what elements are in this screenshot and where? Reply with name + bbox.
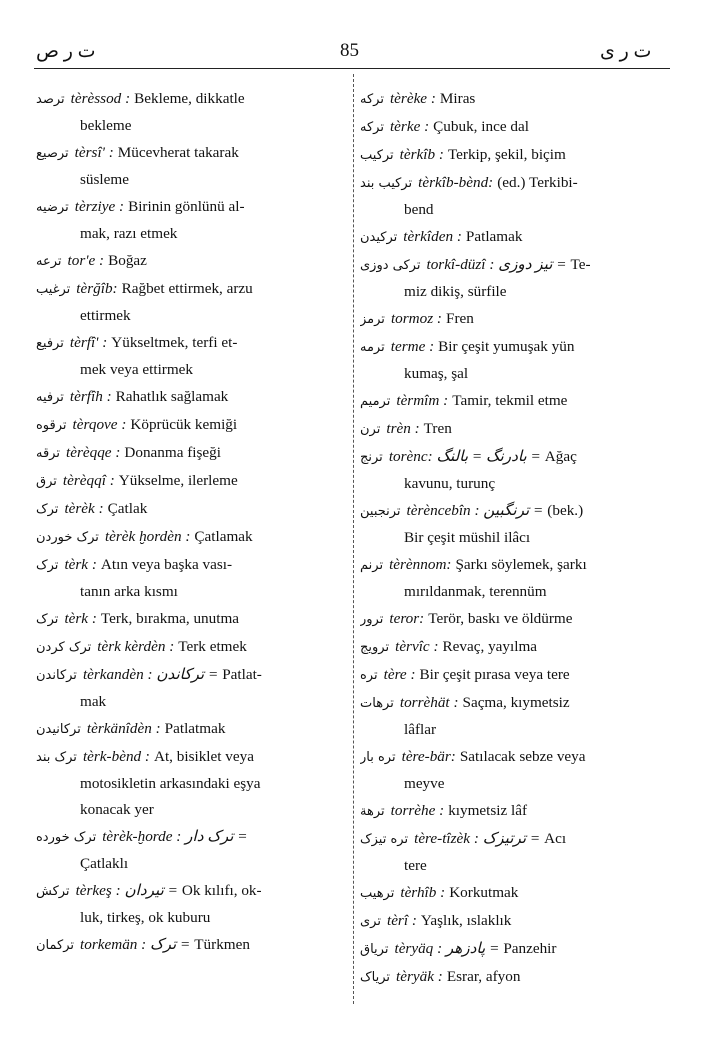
entry-first-line	[360, 880, 672, 907]
transliteration: tèrk :	[64, 556, 97, 573]
dictionary-entry	[360, 634, 672, 661]
transliteration: tèrèqqe :	[65, 444, 121, 461]
dictionary-entry	[36, 634, 344, 661]
arabic-headword: تره بار	[360, 750, 396, 765]
definition-text: Panzehir	[503, 940, 557, 957]
definition-text: Birinin gönlünü al-	[128, 198, 245, 215]
definition-continuation: bend	[404, 201, 434, 218]
arabic-headword: ترنج	[360, 450, 383, 465]
transliteration: tère-tîzèk : ترتیزک =	[414, 830, 541, 847]
arabic-headword: ترنجبین	[360, 504, 401, 519]
entry-first-line	[36, 140, 344, 167]
definition-text: Revaç, yayılma	[442, 638, 537, 655]
entry-first-line	[360, 964, 672, 991]
transliteration: tèrèk-ḫorde : ترک دار =	[102, 828, 248, 845]
definition-text: Terör, baskı ve öldürme	[428, 610, 573, 627]
definition-continuation: meyve	[404, 775, 445, 792]
dictionary-entry	[360, 114, 672, 141]
dictionary-entry	[360, 690, 672, 743]
transliteration: tormoz :	[390, 310, 442, 327]
definition-text: kıymetsiz lâf	[448, 802, 528, 819]
page-header	[0, 38, 708, 68]
dictionary-entry	[360, 252, 672, 305]
transliteration: tèrèke :	[389, 90, 436, 107]
arabic-headword: ترعه	[36, 254, 62, 269]
dictionary-entry	[36, 606, 344, 633]
entry-first-line	[360, 252, 672, 279]
header-rule	[34, 68, 670, 69]
dictionary-entry	[360, 444, 672, 497]
dictionary-entry	[360, 306, 672, 333]
definition-text: Ok kılıfı, ok-	[181, 882, 262, 899]
arabic-headword: ترهیب	[360, 886, 395, 901]
transliteration: terme :	[390, 338, 435, 355]
transliteration: tèrkîb :	[399, 146, 444, 163]
transliteration: tèrkîden :	[403, 228, 462, 245]
entry-first-line	[36, 524, 344, 551]
dictionary-entry	[360, 798, 672, 825]
arabic-headword: ترکیب	[360, 148, 394, 163]
entry-first-line	[360, 444, 672, 471]
arabic-headword: ترک	[36, 612, 59, 627]
entry-first-line	[360, 690, 672, 717]
transliteration: torkemän : ترک =	[80, 936, 191, 953]
dictionary-entry	[36, 440, 344, 467]
entry-first-line	[360, 552, 672, 579]
transliteration: tère-bär:	[401, 748, 456, 765]
definition-continuation: kavunu, turunç	[404, 475, 496, 492]
entry-first-line	[360, 224, 672, 251]
dictionary-entry	[36, 468, 344, 495]
transliteration: tèrhîb :	[400, 884, 446, 901]
transliteration: tèrsî' :	[74, 144, 114, 161]
arabic-headword: ترکیب بند	[360, 176, 413, 191]
definition-text: Patlatmak	[164, 720, 226, 737]
dictionary-entry	[36, 194, 344, 247]
transliteration: tèrkandèn : ترکاندن =	[82, 666, 219, 683]
entry-first-line	[36, 662, 344, 689]
entry-first-line	[36, 440, 344, 467]
entry-first-line	[36, 194, 344, 221]
transliteration: tèrèncebîn : ترنگبین =	[406, 502, 544, 519]
transliteration: tèryäk :	[396, 968, 443, 985]
definition-continuation: miz dikiş, sürfile	[404, 283, 507, 300]
arabic-headword: تره	[360, 668, 378, 683]
arabic-headword: ترکانیدن	[36, 722, 81, 737]
arabic-headword: تریاک	[360, 970, 391, 985]
definition-text: Bir çeşit pırasa veya tere	[419, 666, 570, 683]
transliteration: tèrèssod :	[70, 90, 131, 107]
definition-text: Tren	[423, 420, 452, 437]
transliteration: tèrğîb:	[76, 280, 118, 297]
entry-first-line	[36, 634, 344, 661]
transliteration: torkî-düzî : تیز دوزی =	[426, 256, 567, 273]
definition-continuation: mak	[80, 693, 107, 710]
arabic-headword: ترق	[36, 474, 57, 489]
entry-first-line	[360, 170, 672, 197]
definition-continuation: Çatlaklı	[80, 855, 129, 872]
definition-text: Rahatlık sağlamak	[115, 388, 229, 405]
entry-first-line	[36, 824, 344, 851]
definition-continuation: süsleme	[80, 171, 129, 188]
dictionary-entry	[360, 880, 672, 907]
transliteration: tèrènnom:	[389, 556, 452, 573]
dictionary-entry	[36, 878, 344, 931]
entry-first-line	[360, 142, 672, 169]
entry-first-line	[36, 552, 344, 579]
arabic-headword: ترکاندن	[36, 668, 77, 683]
definition-text: Terk etmek	[178, 638, 247, 655]
dictionary-entry	[36, 384, 344, 411]
definition-continuation: tanın arka kısmı	[80, 583, 178, 600]
definition-text: (bek.)	[547, 502, 584, 519]
arabic-headword: ترک خوردن	[36, 530, 99, 545]
dictionary-entry	[360, 744, 672, 797]
entry-first-line	[36, 468, 344, 495]
entry-first-line	[36, 932, 344, 959]
dictionary-entry	[360, 388, 672, 415]
dictionary-entry	[36, 662, 344, 715]
definition-continuation: lâflar	[404, 721, 437, 738]
transliteration: torrèhät :	[399, 694, 459, 711]
definition-text: Terk, bırakma, unutma	[100, 610, 240, 627]
definition-text: Patlat-	[222, 666, 262, 683]
arabic-headword: ترقوه	[36, 418, 67, 433]
definition-continuation: luk, tirkeş, ok kuburu	[80, 909, 211, 926]
dictionary-entry	[36, 140, 344, 193]
dictionary-entry	[360, 908, 672, 935]
entry-first-line	[36, 86, 344, 113]
arabic-headword: ترفیه	[36, 390, 64, 405]
definition-text: At, bisiklet veya	[153, 748, 254, 765]
dictionary-entry	[360, 552, 672, 605]
definition-text: Satılacak sebze veya	[459, 748, 586, 765]
definition-text: Yükselme, ilerleme	[118, 472, 238, 489]
entry-first-line	[360, 86, 672, 113]
arabic-headword: ترهة	[360, 804, 385, 819]
arabic-headword: ترغیب	[36, 282, 71, 297]
arabic-headword: ترن	[360, 422, 381, 437]
dictionary-entry	[360, 826, 672, 879]
dictionary-entry	[36, 932, 344, 959]
definition-text: Donanma fişeği	[124, 444, 221, 461]
definition-text: Ağaç	[544, 448, 577, 465]
entry-first-line	[360, 744, 672, 771]
entry-first-line	[360, 798, 672, 825]
definition-text: Esrar, afyon	[446, 968, 521, 985]
definition-continuation: mak, razı etmek	[80, 225, 178, 242]
definition-continuation: ettirmek	[80, 307, 131, 324]
definition-continuation: tere	[404, 857, 427, 874]
transliteration: tèrkîb-bènd:	[418, 174, 494, 191]
transliteration: tèrmîm :	[396, 392, 449, 409]
transliteration: tèrèqqî :	[62, 472, 115, 489]
entry-first-line	[360, 498, 672, 525]
column-divider	[353, 74, 354, 1004]
dictionary-entry	[36, 552, 344, 605]
entry-first-line	[36, 330, 344, 357]
transliteration: tèrèk :	[64, 500, 104, 517]
arabic-headword: ترک خورده	[36, 830, 97, 845]
definition-text: Acı	[544, 830, 567, 847]
dictionary-entry	[36, 412, 344, 439]
transliteration: tère :	[383, 666, 416, 683]
dictionary-entry	[36, 330, 344, 383]
arabic-headword: ترقه	[36, 446, 60, 461]
dictionary-entry	[360, 334, 672, 387]
entry-first-line	[36, 384, 344, 411]
arabic-headword: ترک کردن	[36, 640, 92, 655]
arabic-headword: تریاق	[360, 942, 389, 957]
definition-continuation: motosikletin arkasındaki eşya	[80, 775, 261, 792]
definition-text: Boğaz	[108, 252, 147, 269]
arabic-headword: ترکمان	[36, 938, 75, 953]
arabic-headword: ترضیه	[36, 200, 69, 215]
dictionary-entry	[36, 86, 344, 139]
entry-first-line	[360, 634, 672, 661]
transliteration: tèrfî' :	[69, 334, 108, 351]
arabic-headword: ترور	[360, 612, 384, 627]
transliteration: tèrk :	[64, 610, 97, 627]
entry-first-line	[360, 306, 672, 333]
definition-text: Fren	[446, 310, 474, 327]
definition-continuation: mek veya ettirmek	[80, 361, 194, 378]
definition-text: Tamir, tekmil etme	[452, 392, 568, 409]
transliteration: tèrk-bènd :	[82, 748, 150, 765]
entry-first-line	[36, 716, 344, 743]
dictionary-entry	[36, 824, 344, 877]
definition-continuation: Bir çeşit müshil ilâcı	[404, 529, 531, 546]
definition-text: Atın veya başka vası-	[100, 556, 233, 573]
transliteration: tèrèk ḫordèn :	[104, 528, 191, 545]
transliteration: torrèhe :	[390, 802, 445, 819]
transliteration: tèrke :	[389, 118, 430, 135]
definition-text: Şarkı söylemek, şarkı	[455, 556, 587, 573]
dictionary-entry	[36, 276, 344, 329]
definition-text: Köprücük kemiği	[130, 416, 238, 433]
entry-first-line	[360, 416, 672, 443]
dictionary-entry	[360, 170, 672, 223]
transliteration: teror:	[389, 610, 425, 627]
definition-text: Türkmen	[194, 936, 250, 953]
entry-first-line	[360, 826, 672, 853]
transliteration: tèrkeş : تیردان =	[75, 882, 178, 899]
dictionary-entry	[36, 744, 344, 823]
entry-first-line	[360, 606, 672, 633]
transliteration: tèrqove :	[72, 416, 127, 433]
definition-text: Saçma, kıymetsiz	[462, 694, 570, 711]
arabic-headword: ترکش	[36, 884, 70, 899]
entry-first-line	[360, 388, 672, 415]
entry-first-line	[360, 114, 672, 141]
dictionary-entry	[360, 606, 672, 633]
transliteration: tèrvîc :	[395, 638, 439, 655]
definition-text: Çatlamak	[194, 528, 253, 545]
right-column	[360, 86, 672, 992]
dictionary-entry	[360, 224, 672, 251]
definition-text: Korkutmak	[449, 884, 519, 901]
arabic-headword: ترصیع	[36, 146, 69, 161]
arabic-headword: ترفیع	[36, 336, 64, 351]
arabic-headword: ترکه	[360, 120, 384, 135]
definition-text: Bir çeşit yumuşak yün	[438, 338, 575, 355]
entry-first-line	[360, 334, 672, 361]
page-number: 85	[340, 40, 359, 61]
arabic-headword: ترک بند	[36, 750, 77, 765]
arabic-headword: تری	[360, 914, 381, 929]
arabic-headword: ترویج	[360, 640, 390, 655]
arabic-headword: ترنم	[360, 558, 384, 573]
dictionary-entry	[360, 662, 672, 689]
dictionary-entry	[360, 142, 672, 169]
entry-first-line	[360, 908, 672, 935]
entry-first-line	[36, 744, 344, 771]
transliteration: tèrkänîdèn :	[86, 720, 161, 737]
definition-text: Yükseltmek, terfi et-	[111, 334, 238, 351]
dictionary-entry	[360, 498, 672, 551]
definition-text: Rağbet ettirmek, arzu	[121, 280, 253, 297]
arabic-headword: ترکیدن	[360, 230, 398, 245]
dictionary-entry	[360, 964, 672, 991]
arabic-headword: ترکه	[360, 92, 384, 107]
entry-first-line	[36, 248, 344, 275]
definition-text: Çatlak	[107, 500, 148, 517]
definition-text: Çubuk, ince dal	[433, 118, 529, 135]
entry-first-line	[36, 412, 344, 439]
definition-continuation: mırıldanmak, terennüm	[404, 583, 547, 600]
definition-text: Terkip, şekil, biçim	[447, 146, 566, 163]
dictionary-entry	[36, 248, 344, 275]
entry-first-line	[36, 496, 344, 523]
header-left-letters: ت ر ص	[36, 41, 96, 62]
arabic-headword: ترمز	[360, 312, 385, 327]
transliteration: torènc: بادرنگ = بالنگ =	[388, 448, 541, 465]
entry-first-line	[36, 878, 344, 905]
entry-first-line	[36, 276, 344, 303]
arabic-headword: ترمه	[360, 340, 385, 355]
definition-continuation: konacak yer	[80, 801, 154, 818]
dictionary-entry	[360, 936, 672, 963]
definition-text: Bekleme, dikkatle	[134, 90, 245, 107]
transliteration: tèryäq : پادزهر =	[394, 940, 500, 957]
definition-text: (ed.) Terkibi-	[497, 174, 578, 191]
arabic-headword: ترمیم	[360, 394, 391, 409]
arabic-headword: ترک	[36, 558, 59, 573]
transliteration: tèrziye :	[74, 198, 125, 215]
arabic-headword: ترک	[36, 502, 59, 517]
transliteration: tèrk kèrdèn :	[97, 638, 175, 655]
dictionary-entry	[36, 524, 344, 551]
dictionary-entry	[36, 496, 344, 523]
transliteration: tèrfîh :	[69, 388, 112, 405]
arabic-headword: ترکی دوزی	[360, 258, 421, 273]
arabic-headword: ترهات	[360, 696, 394, 711]
transliteration: tor'e :	[67, 252, 105, 269]
definition-text: Mücevherat takarak	[117, 144, 239, 161]
dictionary-entry	[360, 416, 672, 443]
left-column	[36, 86, 344, 960]
arabic-headword: تره تیزک	[360, 832, 409, 847]
header-right-letters: ت ر ی	[600, 41, 652, 62]
entry-first-line	[360, 936, 672, 963]
definition-text: Te-	[570, 256, 591, 273]
entry-first-line	[360, 662, 672, 689]
definition-continuation: kumaş, şal	[404, 365, 469, 382]
definition-text: Miras	[439, 90, 476, 107]
definition-continuation: bekleme	[80, 117, 132, 134]
dictionary-entry	[36, 716, 344, 743]
definition-text: Patlamak	[465, 228, 523, 245]
definition-text: Yaşlık, ıslaklık	[420, 912, 512, 929]
dictionary-entry	[360, 86, 672, 113]
entry-first-line	[36, 606, 344, 633]
arabic-headword: ترصد	[36, 92, 65, 107]
transliteration: tèrî :	[386, 912, 417, 929]
transliteration: trèn :	[386, 420, 420, 437]
